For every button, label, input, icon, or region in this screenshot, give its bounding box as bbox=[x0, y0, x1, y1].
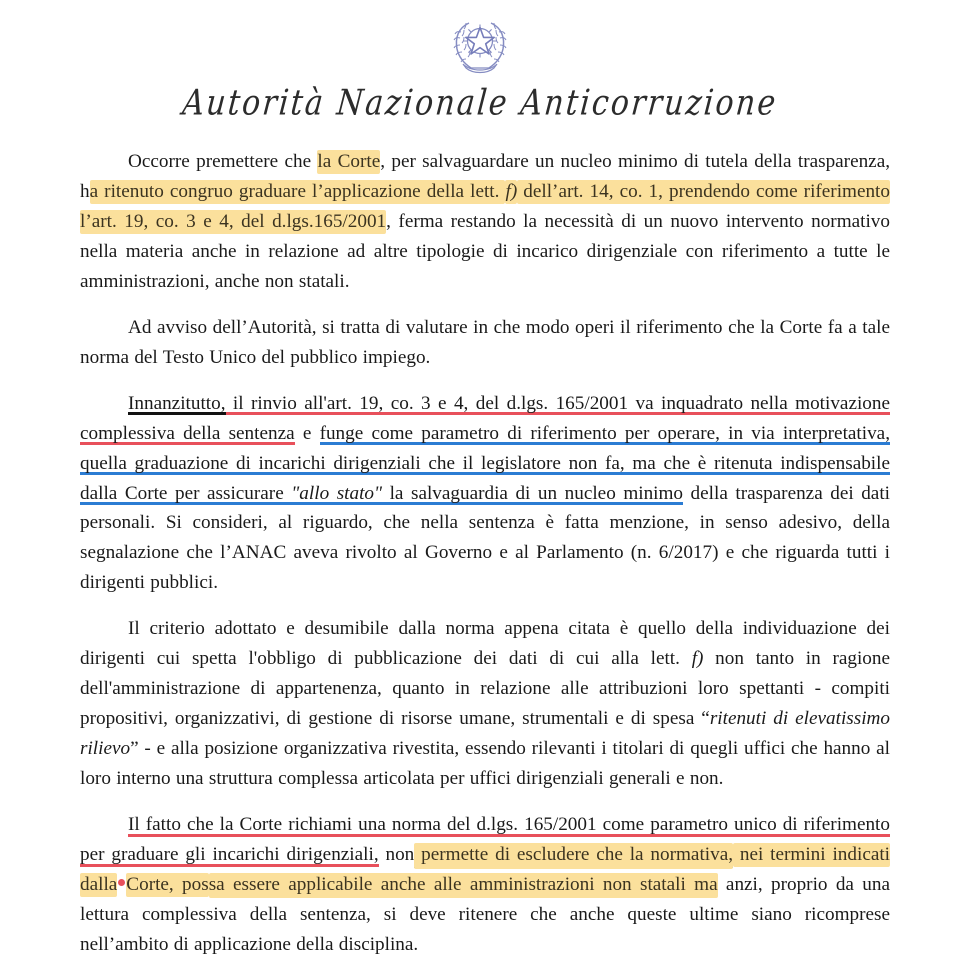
p3-underline-blue-allo-stato: "allo stato" bbox=[291, 483, 382, 507]
p1-highlight-lett-f: f) bbox=[505, 180, 518, 202]
p1-highlight-run-b: dell’art. 14, co. 1, prendendo come riferimento l’art. 19, co. 3 e 4, del d.lgs.165/2001 bbox=[80, 180, 890, 232]
p4-italic-lett-f: f) bbox=[691, 648, 704, 670]
p3-underline-blue-run-b: la salvaguardia di un nucleo minimo bbox=[382, 483, 683, 507]
p3-underline-red-run: il rinvio all'art. 19, co. 3 e 4, del d.lgs. 165/2001 va inquadrato nella motivazione complessiva della sentenza bbox=[80, 393, 890, 447]
red-dot-mark bbox=[118, 879, 125, 886]
p3-text-3: e bbox=[294, 422, 320, 444]
p3-text-7: della trasparenza dei dati personali. Si consideri, al riguardo, che nella sentenza è fatta menzione, in senso adesivo, della segnalazione che l’ANAC aveva rivolto al Governo e al Parlamento (n. 6/2017) e che riguarda tutti i dirigenti pubblici. bbox=[80, 482, 890, 594]
p5-highlight-run-a: nei termini indicati dalla bbox=[80, 844, 891, 895]
organization-title: Autorità Nazionale Anticorruzione bbox=[180, 82, 780, 125]
p3-underline-black-innanzitutto: Innanzitutto, bbox=[128, 393, 226, 417]
p4-text-3: non tanto in ragione dell'amministrazione di appartenenza, quanto in relazione alle attribuzioni loro spettanti - compiti propositivi, organizzativi, di gestione di risorse umane, strumentali e di spesa “ bbox=[80, 648, 891, 730]
paragraph-4 bbox=[80, 614, 890, 794]
paragraph-5 bbox=[80, 810, 890, 960]
p4-text-5: ” - e alla posizione organizzativa rivestita, essendo rilevanti i titolari di quegli uffici che hanno al loro interno una struttura complessa articolata per uffici dirigenziali generali e non. bbox=[80, 738, 890, 790]
p5-text-8: anzi, proprio da una lettura complessiva della sentenza, si deve ritenere che anche queste ultime siano ricomprese nell’ambito di applicazione della disciplina. bbox=[80, 873, 890, 955]
document-body bbox=[0, 121, 960, 960]
p5-underline-red-run: Il fatto che la Corte richiami una norma del d.lgs. 165/2001 come parametro unico di riferimento per graduare gli incarichi dirigenziali, bbox=[80, 814, 890, 868]
p3-underline-blue-run-a: funge come parametro di riferimento per operare, in via interpretativa, quella graduazione di incarichi dirigenziali che il legislatore non fa, ma che è ritenuta indispensabile dalla Corte per assicurare bbox=[80, 423, 890, 507]
document-header bbox=[0, 0, 960, 125]
p1-text-3: , per salvaguardare un nucleo minimo di tutela della trasparenza, h bbox=[80, 151, 891, 202]
p4-italic-quote: ritenuti di elevatissimo rilievo bbox=[80, 708, 890, 760]
p1-highlight-run-a: a ritenuto congruo graduare l’applicazione della lett. bbox=[89, 180, 506, 202]
p4-text-1: Il criterio adottato e desumibile dalla norma appena citata è quello della individuazione dei dirigenti cui spetta l'obbligo di pubblicazione dei dati di cui alla lett. bbox=[80, 618, 890, 670]
p5-highlight-blue-run: sa essere applicabile anche alle amministrazioni non statali ma bbox=[209, 873, 718, 898]
p5-text-2: non bbox=[378, 844, 415, 866]
p5-highlight-teal-run: permette di escludere che la normativa, bbox=[414, 843, 733, 869]
italian-republic-emblem-icon bbox=[449, 11, 511, 77]
paragraph-3 bbox=[80, 389, 890, 599]
paragraph-1 bbox=[80, 147, 890, 297]
p1-highlight-la-corte: la Corte bbox=[317, 151, 381, 172]
p1-text-7: , ferma restando la necessità di un nuovo intervento normativo nella materia anche in relazione ad altre tipologie di incarico dirigenziale con riferimento a tutte le amministrazioni, anche non statali. bbox=[80, 210, 890, 292]
paragraph-2 bbox=[80, 313, 890, 373]
p5-highlight-run-b: Corte, pos bbox=[126, 873, 209, 895]
p2-text-1: Ad avviso dell’Autorità, si tratta di valutare in che modo operi il riferimento che la Corte fa a tale norma del Testo Unico del pubblico impiego. bbox=[80, 316, 890, 368]
emblem-wrap bbox=[0, 8, 960, 80]
p1-text-1: Occorre premettere che bbox=[128, 151, 318, 172]
